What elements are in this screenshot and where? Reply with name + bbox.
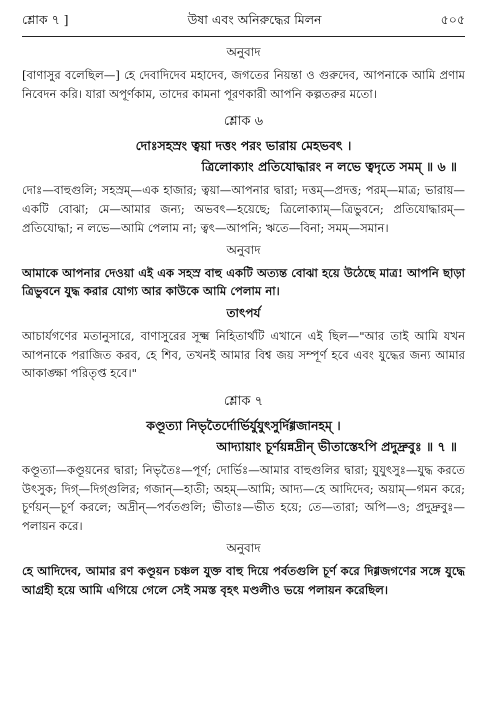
translation-paragraph-1: [বাণাসুর বলেছিল—] হে দেবাদিদেব মহাদেব, জগতের নিয়ন্তা ও গুরুদেব, আপনাকে আমি প্রণাম নিবেদন করি। যারা অপূর্ণকাম, তাদের কামনা পূরণকারী আপনি কল্পতরুর মতো।	[22, 68, 465, 101]
anubad-heading-3: অনুবাদ	[226, 540, 261, 555]
verse-6-line-2: ত্রিলোক্যাং প্রতিযোদ্ধারং ন লভে ত্বদৃতে সমম্ ॥ ৬ ॥	[201, 159, 457, 175]
verse-7-synonyms: কণ্ডূত্যা—কণ্ডূয়নের দ্বারা; নিভৃতৈঃ—পূর্ণ; দোর্ভিঃ—আমার বাহুগুলির দ্বারা; যুযুৎসুঃ—যুদ্ধ করতে উৎসুক; দিগ্—দিগ্গুলির; গজান্—হাতী; অহম্—আমি; আদ্য—হে আদিদেব; অয়াম্—গমন করে; চূর্ণয়ন্—চূর্ণ করলে; অদ্রীন্—পর্বতগুলি; ভীতাঃ—ভীত হয়ে; তে—তারা; অপি—ও; প্রদুদ্রুবুঃ—পলায়ন করে।	[22, 463, 465, 534]
translation-paragraph-3: হে আদিদেব, আমার রণ কণ্ডূয়ন চঞ্চল যুক্ত বাহু দিয়ে পর্বতগুলি চূর্ণ করে দিগ্গজগণের সঙ্গে যুদ্ধে আগ্রহী হয়ে আমি এগিয়ে গেলে সেই সমস্ত বৃহৎ মণ্ডলীও ভয়ে পলায়ন করেছিল।	[22, 563, 465, 597]
purport-paragraph: আচার্যগণের মতানুসারে, বাণাসুরের সূক্ষ্ম নিহিতার্থটি এখানে এই ছিল—"আর তাই আমি যখন আপনাকে পরাজিত করব, হে শিব, তখনই আমার বিশ্ব জয় সম্পূর্ণ হবে এবং যুদ্ধের জন্য আমার আকাঙ্ক্ষা পরিতৃপ্ত হবে।"	[22, 328, 465, 381]
translation-paragraph-2: আমাকে আপনার দেওয়া এই এক সহস্র বাহু একটি অত্যন্ত বোঝা হয়ে উঠেছে মাত্র! আপনি ছাড়া ত্রিভুবনে যুদ্ধ করার যোগ্য আর কাউকে আমি পেলাম না।	[22, 265, 465, 299]
header-chapter-title: উষা এবং অনিরুদ্ধের মিলন	[187, 12, 322, 27]
header-verse-ref: শ্লোক ৭ ]	[22, 12, 69, 27]
verse-6-line-1: দোঃসহস্রং ত্বয়া দত্তং পরং ভারায় মেহভবৎ ।	[135, 138, 352, 154]
anubad-heading-1: অনুবাদ	[226, 45, 261, 59]
anubad-heading-2: অনুবাদ	[226, 242, 261, 257]
verse-6-synonyms: দোঃ—বাহুগুলি; সহস্রম্—এক হাজার; ত্বয়া—আপনার দ্বারা; দত্তম্—প্রদত্ত; পরম্—মাত্র; ভারায়—একটি বোঝা; মে—আমার জন্য; অভবৎ—হয়েছে; ত্রিলোক্যাম্—ত্রিভুবনে; প্রতিযোদ্ধারম্—প্রতিযোদ্ধা; ন লভে—আমি পেলাম না; ত্বৎ—আপনি; ঋতে—বিনা; সমম্—সমান।	[22, 183, 465, 235]
verse-7-sanskrit	[22, 415, 465, 457]
verse-6-heading: শ্লোক ৬	[223, 114, 264, 130]
tatparya-heading: তাৎপর্য	[226, 305, 261, 320]
header-page-number: ৫০৫	[440, 12, 465, 27]
verse-7-heading: শ্লোক ৭	[223, 394, 264, 410]
verse-7-line-1: কণ্ডূত্যা নিভৃতৈর্দোর্ভির্যুযুৎসুর্দিগ্গজানহম্ ।	[146, 418, 341, 434]
verse-7-line-2: আদ্যায়াং চূর্ণয়ন্নদ্রীন্ ভীতাস্তেঽপি প্রদুদ্রুবুঃ ॥ ৭ ॥	[216, 439, 457, 455]
verse-6-sanskrit	[22, 135, 465, 177]
running-header	[22, 8, 465, 37]
